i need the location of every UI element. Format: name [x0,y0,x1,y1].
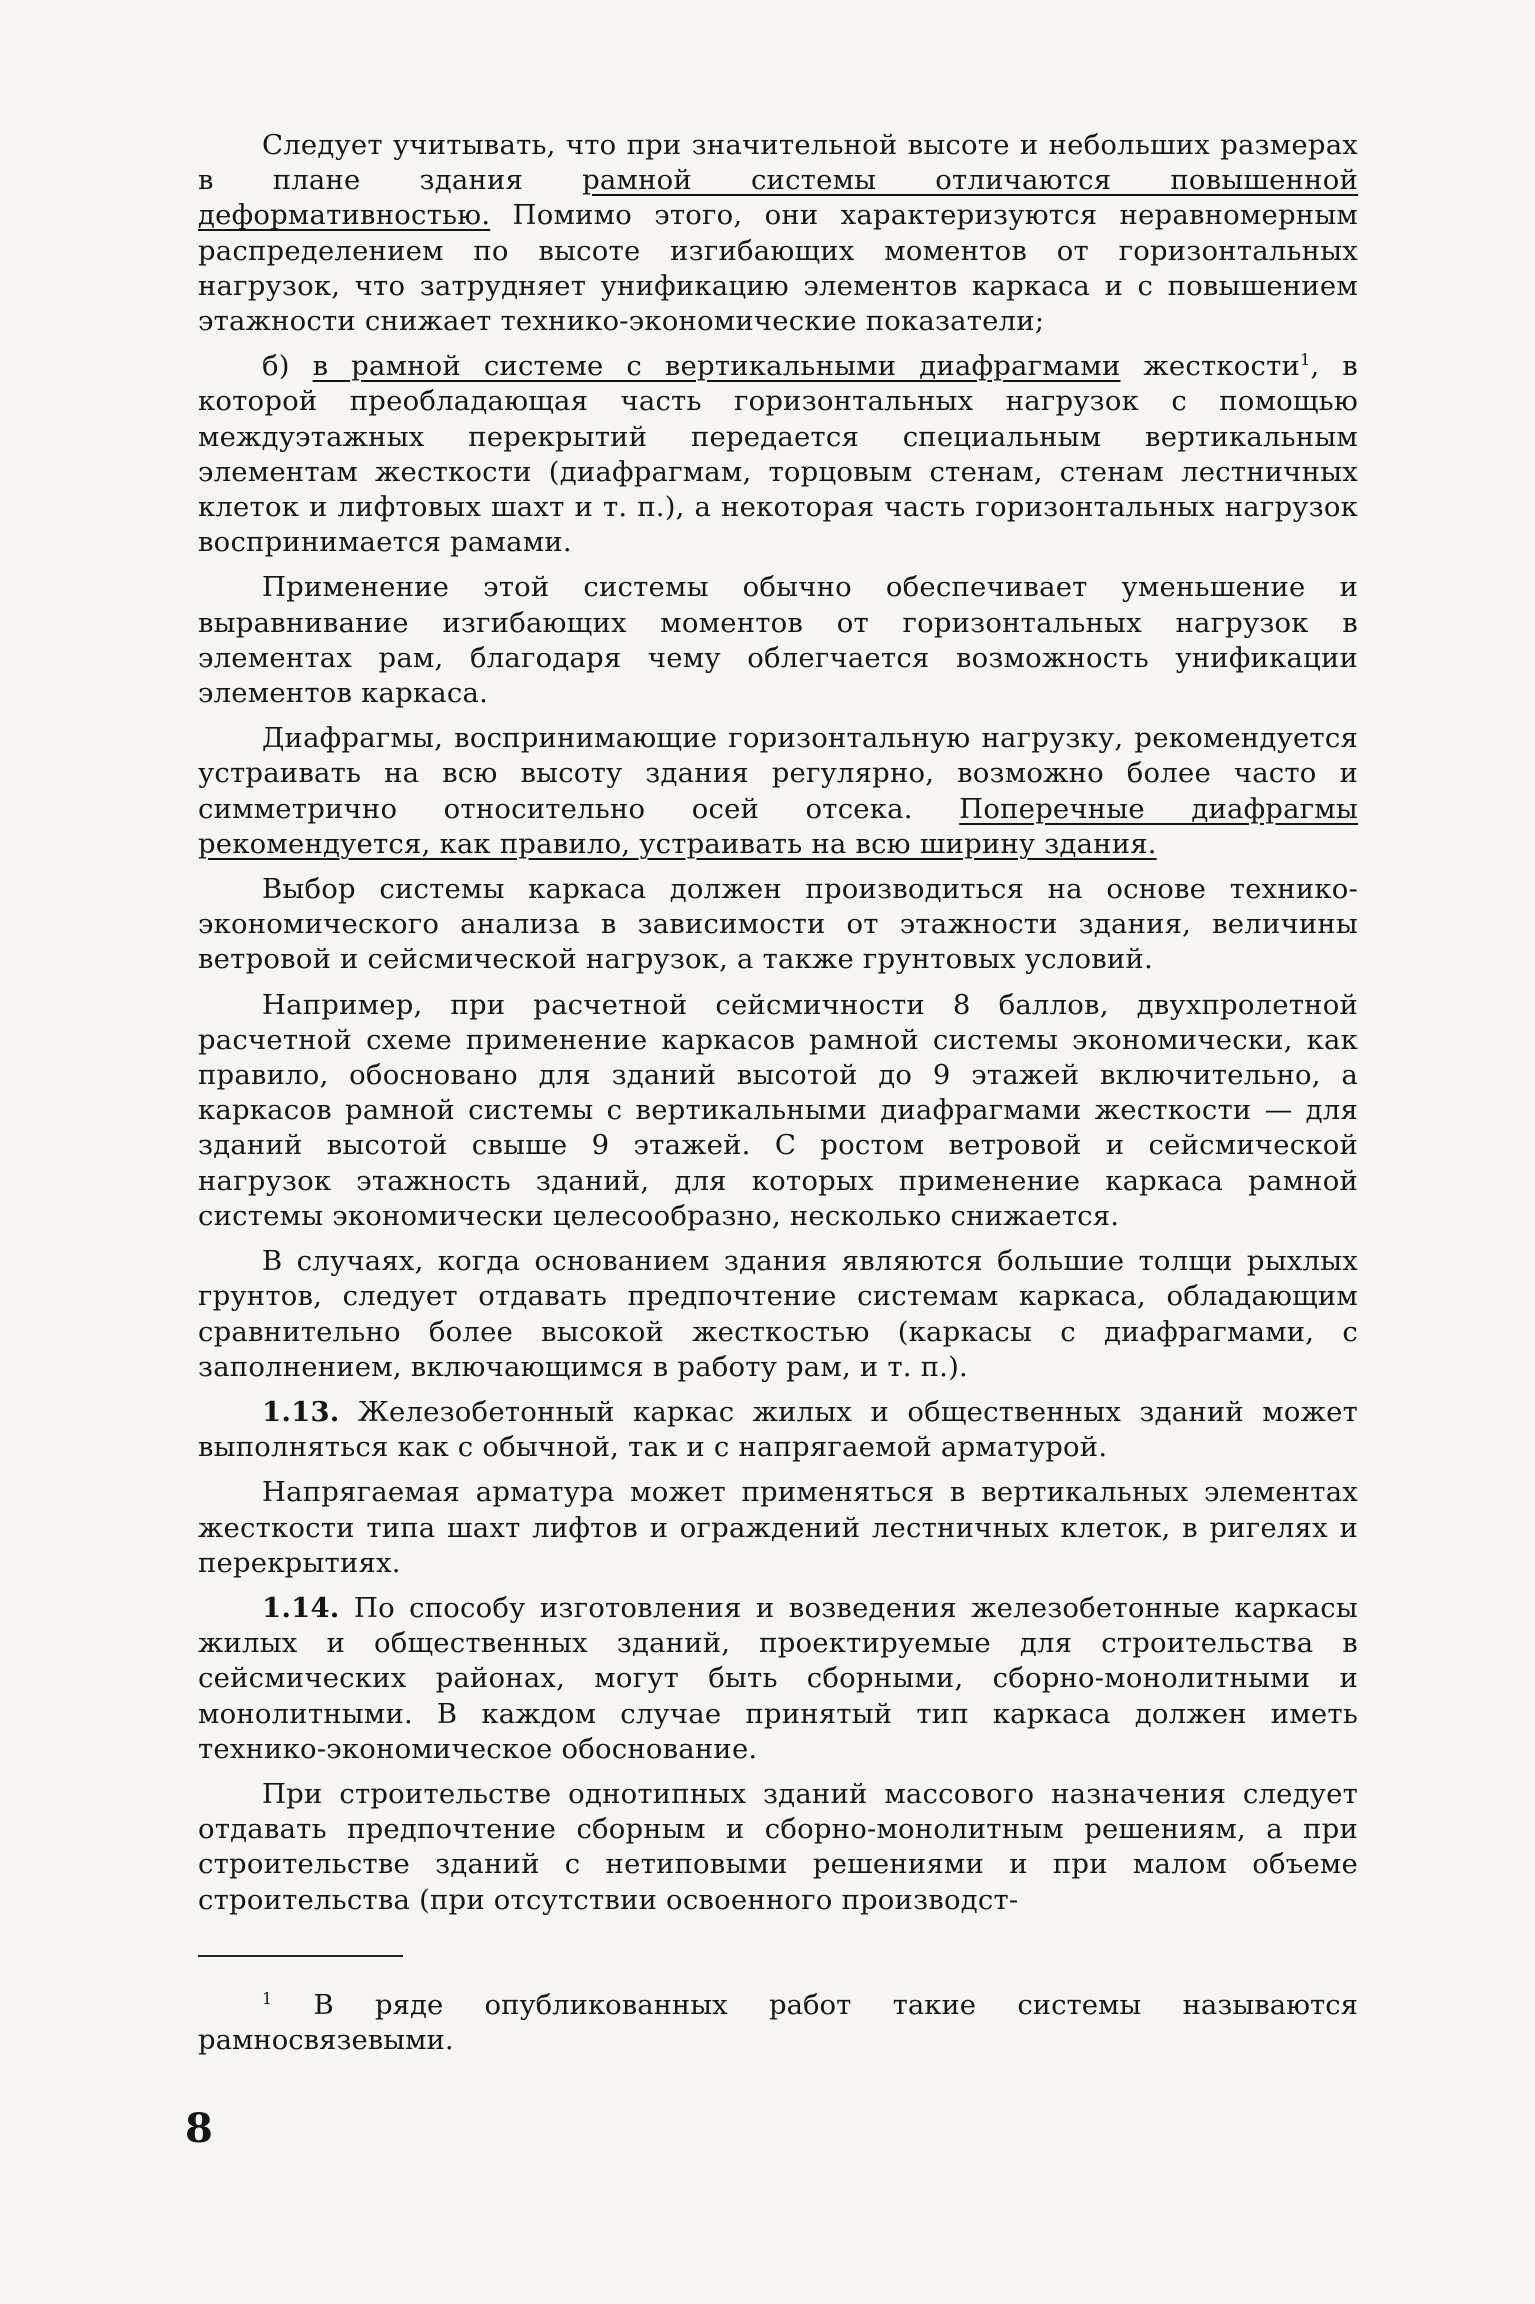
paragraph [198,721,1358,862]
text-run: По способу изготовления и возведения железобетонные каркасы жилых и общественных зданий, проектируемые для строительства в сейсмических районах, могут быть сборными, сборно-монолитными и монолитными. В каждом случае принятый тип каркаса должен иметь технико-экономическое обоснование. [198,1591,1358,1765]
paragraph [198,570,1358,711]
text-run: Выбор системы каркаса должен производиться на основе технико-экономического анализа в зависимости от этажности здания, величины ветровой и сейсмической нагрузок, а также грунтовых условий. [198,873,1358,976]
text-run: Следует учитывать, что при значительной высоте и небольших размерах в плане здания [198,129,1358,197]
paragraph [198,1777,1358,1918]
paragraph [198,349,1358,560]
text-run: Напрягаемая арматура может применяться в вертикальных элементах жесткости типа шахт лифтов и ограждений лестничных клеток, в ригелях и перекрытиях. [198,1476,1358,1579]
footnote-divider [198,1955,403,1957]
footnote-text: В ряде опубликованных работ такие системы называются рамносвязевыми. [198,1989,1358,2056]
footnote-reference: 1 [1300,350,1311,370]
text-run: Например, при расчетной сейсмичности 8 баллов, двухпролетной расчетной схеме применение каркасов рамной системы экономически, как правило, обосновано для зданий высотой до 9 этажей включительно, а каркасов рамной системы с вертикальными диафрагмами жесткости — для зданий высотой свыше 9 этажей. С ростом ветровой и сейсмической нагрузок этажность зданий, для которых применение каркаса рамной системы экономически целесообразно, несколько снижается. [198,988,1358,1232]
text-run: При строительстве однотипных зданий массового назначения следует отдавать предпочтение сборным и сборно-монолитным решениям, а при строительстве зданий с нетиповыми решениями и при малом объеме строительства (при отсутствии освоенного производст- [198,1777,1358,1916]
underlined-text: Поперечные диафрагмы рекомендуется, как правило, устраивать на всю ширину здания. [198,792,1358,860]
text-run: жесткости [1120,350,1301,383]
footnote [198,1988,1358,2058]
text-run: б) [262,350,313,383]
paragraph [198,1475,1358,1581]
paragraph [198,1244,1358,1385]
underlined-text: в рамной системе с вертикальными диафрагмами [312,350,1121,383]
paragraph [198,128,1358,339]
section-number: 1.13. [262,1395,340,1428]
section-number: 1.14. [262,1591,340,1624]
body-text [198,128,1358,1928]
underlined-text: рамной системы отличаются повышенной деформативностью. [198,164,1358,232]
paragraph [198,1591,1358,1767]
page-number: 8 [185,2105,213,2152]
paragraph [198,988,1358,1234]
text-run: Помимо этого, они характеризуются неравномерным распределением по высоте изгибающих моментов от горизонтальных нагрузок, что затрудняет унификацию элементов каркаса и с повышением этажности снижает технико-экономические показатели; [198,199,1358,338]
text-run: , в которой преобладающая часть горизонтальных нагрузок с помощью междуэтажных перекрытий передается специальным вертикальным элементам жесткости (диафрагмам, торцовым стенам, стенам лестничных клеток и лифтовых шахт и т. п.), а некоторая часть горизонтальных нагрузок воспринимается рамами. [198,350,1358,559]
text-run: В случаях, когда основанием здания являются большие толщи рыхлых грунтов, следует отдавать предпочтение системам каркаса, обладающим сравнительно более высокой жесткостью (каркасы с диафрагмами, с заполнением, включающимся в работу рам, и т. п.). [198,1245,1358,1383]
paragraph [198,1395,1358,1465]
footnote-marker: 1 [262,1988,273,2008]
paragraph [198,872,1358,978]
text-run: Железобетонный каркас жилых и общественных зданий может выполняться как с обычной, так и с напрягаемой арматурой. [198,1395,1358,1464]
text-run: Применение этой системы обычно обеспечивает уменьшение и выравнивание изгибающих моментов от горизонтальных нагрузок в элементах рам, благодаря чему облегчается возможность унификации элементов каркаса. [198,571,1358,710]
text-run: Диафрагмы, воспринимающие горизонтальную нагрузку, рекомендуется устраивать на всю высоту здания регулярно, возможно более часто и симметрично относительно осей отсека. [198,722,1358,825]
